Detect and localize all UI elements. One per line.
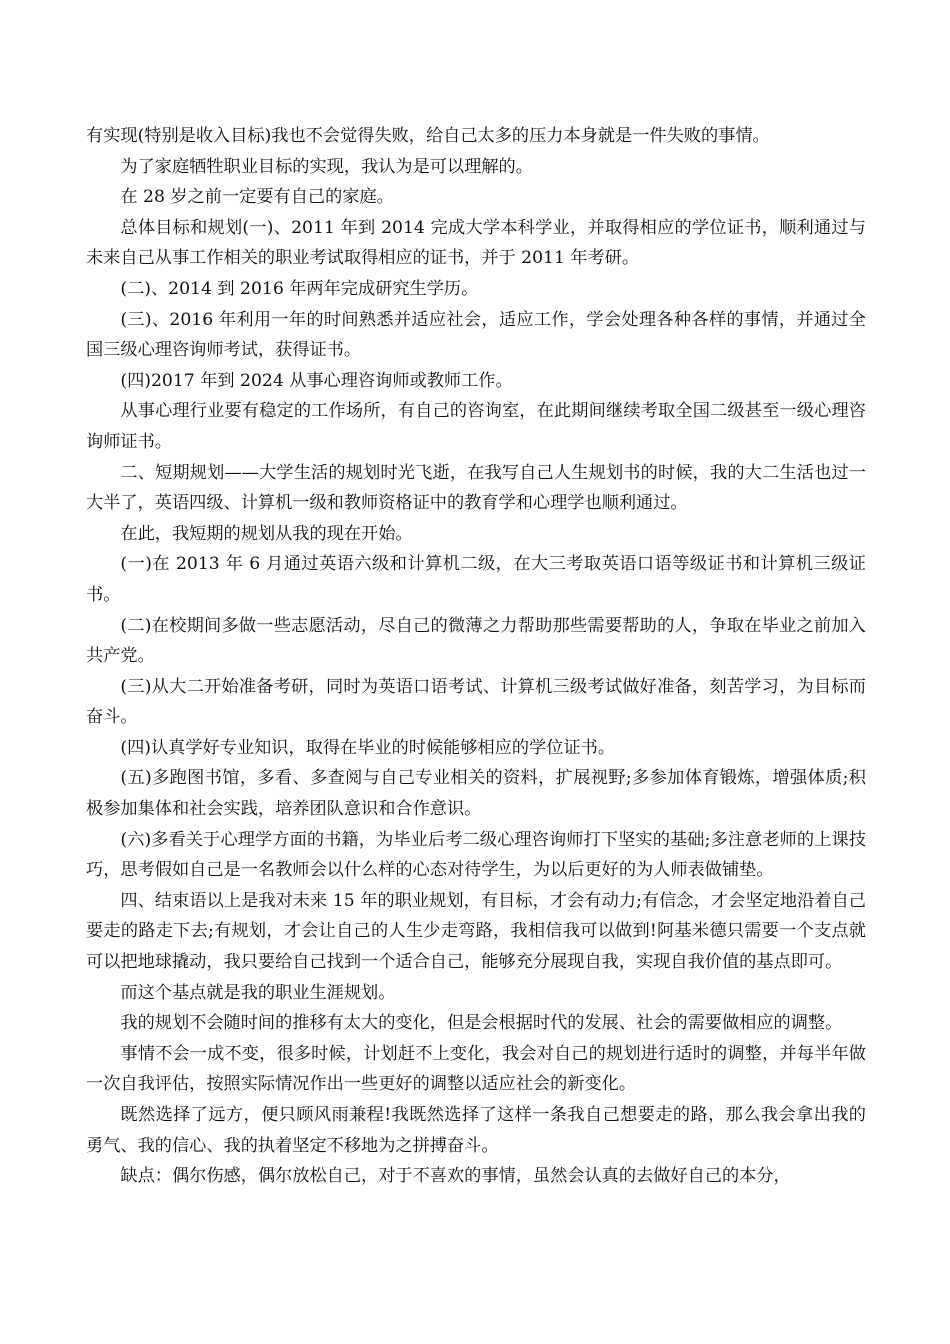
paragraph: 而这个基点就是我的职业生涯规划。 <box>120 982 396 1003</box>
paragraph: (四)认真学好专业知识，取得在毕业的时候能够相应的学位证书。 <box>120 737 616 758</box>
paragraph: 总体目标和规划(一)、2011 年到 2014 完成大学本科学业，并取得相应的学位证书，顺利通过与未来自己从事工作相关的职业考试取得相应的证书，并于 2011 年考研。 <box>86 217 866 269</box>
paragraph: (二)在校期间多做一些志愿活动，尽自己的微薄之力帮助那些需要帮助的人，争取在毕业之前加入共产党。 <box>86 615 866 667</box>
paragraph: 有实现(特别是收入目标)我也不会觉得失败，给自己太多的压力本身就是一件失败的事情。 <box>86 126 770 146</box>
paragraph: (三)、2016 年利用一年的时间熟悉并适应社会，适应工作，学会处理各种各样的事情，并通过全国三级心理咨询师考试，获得证书。 <box>86 309 866 361</box>
paragraph: (一)在 2013 年 6 月通过英语六级和计算机二级，在大三考取英语口语等级证书和计算机三级证书。 <box>86 554 866 605</box>
paragraph: 为了家庭牺牲职业目标的实现，我认为是可以理解的。 <box>120 156 533 177</box>
paragraph: 既然选择了远方，便只顾风雨兼程!我既然选择了这样一条我自己想要走的路，那么我会拿出我的勇气、我的信心、我的执着坚定不移地为之拼搏奋斗。 <box>86 1105 866 1156</box>
paragraph: (三)从大二开始准备考研，同时为英语口语考试、计算机三级考试做好准备，刻苦学习，为目标而奋斗。 <box>86 676 866 728</box>
paragraph: 缺点：偶尔伤感，偶尔放松自己，对于不喜欢的事情，虽然会认真的去做好自己的本分， <box>120 1166 791 1187</box>
paragraph: 在 28 岁之前一定要有自己的家庭。 <box>120 187 394 208</box>
document-body <box>86 121 866 1192</box>
paragraph: 事情不会一成不变，很多时候，计划赶不上变化，我会对自己的规划进行适时的调整，并每半年做一次自我评估，按照实际情况作出一些更好的调整以适应社会的新变化。 <box>86 1043 866 1095</box>
paragraph: (六)多看关于心理学方面的书籍，为毕业后考二级心理咨询师打下坚实的基础;多注意老师的上课技巧，思考假如自己是一名教师会以什么样的心态对待学生，为以后更好的为人师表做铺垫。 <box>86 829 866 881</box>
paragraph: 在此，我短期的规划从我的现在开始。 <box>120 523 413 544</box>
paragraph: 我的规划不会随时间的推移有太大的变化，但是会根据时代的发展、社会的需要做相应的调整。 <box>120 1013 843 1034</box>
paragraph: 四、结束语以上是我对未来 15 年的职业规划，有目标，才会有动力;有信念，才会坚定地沿着自己要走的路走下去;有规划，才会让自己的人生少走弯路，我相信我可以做到!阿基米德只需要一个支点就可以把地球撬动，我只要给自己找到一个适合自己，能够充分展现自我，实现自我价值的基点即可。 <box>86 890 866 973</box>
paragraph: (四)2017 年到 2024 从事心理咨询师或教师工作。 <box>120 370 513 391</box>
paragraph: 从事心理行业要有稳定的工作场所，有自己的咨询室，在此期间继续考取全国二级甚至一级心理咨询师证书。 <box>86 401 866 452</box>
paragraph: 二、短期规划——大学生活的规划时光飞逝，在我写自己人生规划书的时候，我的大二生活也过一大半了，英语四级、计算机一级和教师资格证中的教育学和心理学也顺利通过。 <box>86 462 866 514</box>
paragraph: (二)、2014 到 2016 年两年完成研究生学历。 <box>120 278 479 299</box>
paragraph: (五)多跑图书馆，多看、多查阅与自己专业相关的资料，扩展视野;多参加体育锻炼，增强体质;积极参加集体和社会实践，培养团队意识和合作意识。 <box>86 768 866 820</box>
